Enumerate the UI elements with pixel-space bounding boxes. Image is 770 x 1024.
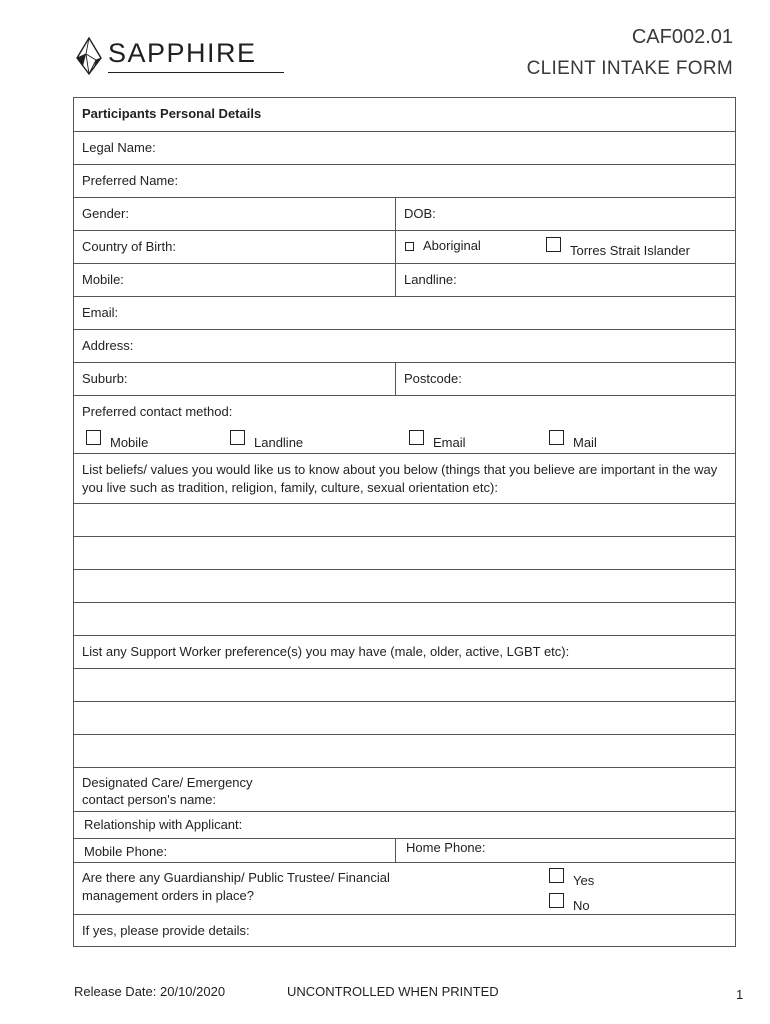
dob-field[interactable]: DOB:: [404, 206, 436, 221]
support-worker-label: List any Support Worker preference(s) you may have (male, older, active, LGBT etc):: [82, 644, 570, 659]
preferred-name-row: [74, 165, 735, 198]
gender-field[interactable]: Gender:: [74, 198, 396, 230]
contact-option-landline[interactable]: [230, 430, 304, 450]
uncontrolled-notice: UNCONTROLLED WHEN PRINTED: [287, 984, 499, 999]
email-row: [74, 297, 735, 330]
phone-row: [74, 264, 735, 297]
contact-option-mobile[interactable]: [86, 430, 149, 450]
gem-icon: [74, 36, 104, 76]
brand-underline: [108, 72, 284, 73]
details-field[interactable]: If yes, please provide details:: [82, 923, 250, 938]
yes-option[interactable]: [549, 868, 595, 888]
contact-phone-row: [74, 839, 735, 863]
postcode-field[interactable]: Postcode:: [404, 371, 462, 386]
contact-option-label: Mobile: [110, 435, 149, 450]
preferred-name-field[interactable]: Preferred Name:: [82, 173, 179, 188]
suburb-postcode-row: [74, 363, 735, 396]
indigenous-status-cell: [396, 231, 735, 263]
contact-option-mail[interactable]: [549, 430, 597, 450]
landline-field[interactable]: Landline:: [404, 272, 457, 287]
mobile-phone-field[interactable]: Mobile Phone:: [74, 839, 396, 862]
beliefs-label-row: [74, 454, 735, 504]
form-title: CLIENT INTAKE FORM: [526, 58, 733, 79]
emergency-contact-row: [74, 768, 735, 812]
no-option[interactable]: [549, 893, 590, 913]
aboriginal-label: Aboriginal: [423, 238, 481, 253]
brand-name: SAPPHIRE: [108, 38, 257, 68]
support-worker-line[interactable]: [74, 669, 735, 702]
form-code: CAF002.01: [631, 26, 733, 48]
release-date: Release Date: 20/10/2020: [74, 984, 226, 999]
no-checkbox[interactable]: [549, 893, 564, 908]
emergency-contact-label-2: contact person's name:: [82, 792, 216, 807]
contact-option-label: Landline: [254, 435, 304, 450]
beliefs-line[interactable]: [74, 504, 735, 537]
guardianship-row: [74, 863, 735, 915]
sapphire-logo: [74, 36, 286, 76]
home-phone-field[interactable]: Home Phone:: [406, 840, 486, 855]
beliefs-label: List beliefs/ values you would like us to know about you below (things that you believe are important in the way you live such as tradition, religion, family, culture, sexual orientation etc):: [82, 462, 718, 495]
guardianship-question: [74, 863, 735, 914]
mail-checkbox[interactable]: [549, 430, 564, 445]
section-header-row: [74, 98, 735, 132]
page-number: 1: [736, 987, 744, 1002]
legal-name-row: [74, 132, 735, 165]
guardianship-label-2: management orders in place?: [82, 888, 254, 903]
beliefs-line[interactable]: [74, 603, 735, 636]
yes-checkbox[interactable]: [549, 868, 564, 883]
legal-name-field[interactable]: Legal Name:: [82, 140, 156, 155]
guardianship-label-1: Are there any Guardianship/ Public Trustee/ Financial: [82, 870, 390, 885]
mobile-field[interactable]: Mobile:: [74, 264, 396, 296]
torres-strait-label: Torres Strait Islander: [570, 243, 690, 258]
beliefs-line[interactable]: [74, 570, 735, 603]
contact-method-row: [74, 396, 735, 454]
suburb-field[interactable]: Suburb:: [74, 363, 396, 395]
gender-dob-row: [74, 198, 735, 231]
section-title: Participants Personal Details: [82, 106, 262, 121]
contact-option-label: Mail: [573, 435, 597, 450]
relationship-field[interactable]: Relationship with Applicant:: [84, 817, 243, 832]
relationship-row: [74, 812, 735, 839]
aboriginal-option[interactable]: [405, 238, 481, 253]
country-indigenous-row: [74, 231, 735, 264]
emergency-contact-field[interactable]: [74, 768, 735, 811]
yes-label: Yes: [573, 873, 595, 888]
mobile-checkbox[interactable]: [86, 430, 101, 445]
aboriginal-checkbox[interactable]: [405, 242, 414, 251]
address-field[interactable]: Address:: [82, 338, 134, 353]
email-field[interactable]: Email:: [82, 305, 119, 320]
contact-option-label: Email: [433, 435, 466, 450]
intake-form-table: [73, 97, 736, 947]
address-row: [74, 330, 735, 363]
support-worker-line[interactable]: [74, 735, 735, 768]
emergency-contact-label-1: Designated Care/ Emergency: [82, 775, 253, 790]
contact-option-email[interactable]: [409, 430, 466, 450]
details-row: [74, 915, 735, 947]
landline-checkbox[interactable]: [230, 430, 245, 445]
no-label: No: [573, 898, 590, 913]
torres-strait-checkbox[interactable]: [546, 237, 561, 252]
country-of-birth-field[interactable]: Country of Birth:: [74, 231, 396, 263]
email-checkbox[interactable]: [409, 430, 424, 445]
support-worker-label-row: [74, 636, 735, 669]
beliefs-line[interactable]: [74, 537, 735, 570]
torres-strait-option[interactable]: [546, 237, 690, 258]
support-worker-line[interactable]: [74, 702, 735, 735]
contact-method-label: Preferred contact method:: [82, 404, 233, 419]
